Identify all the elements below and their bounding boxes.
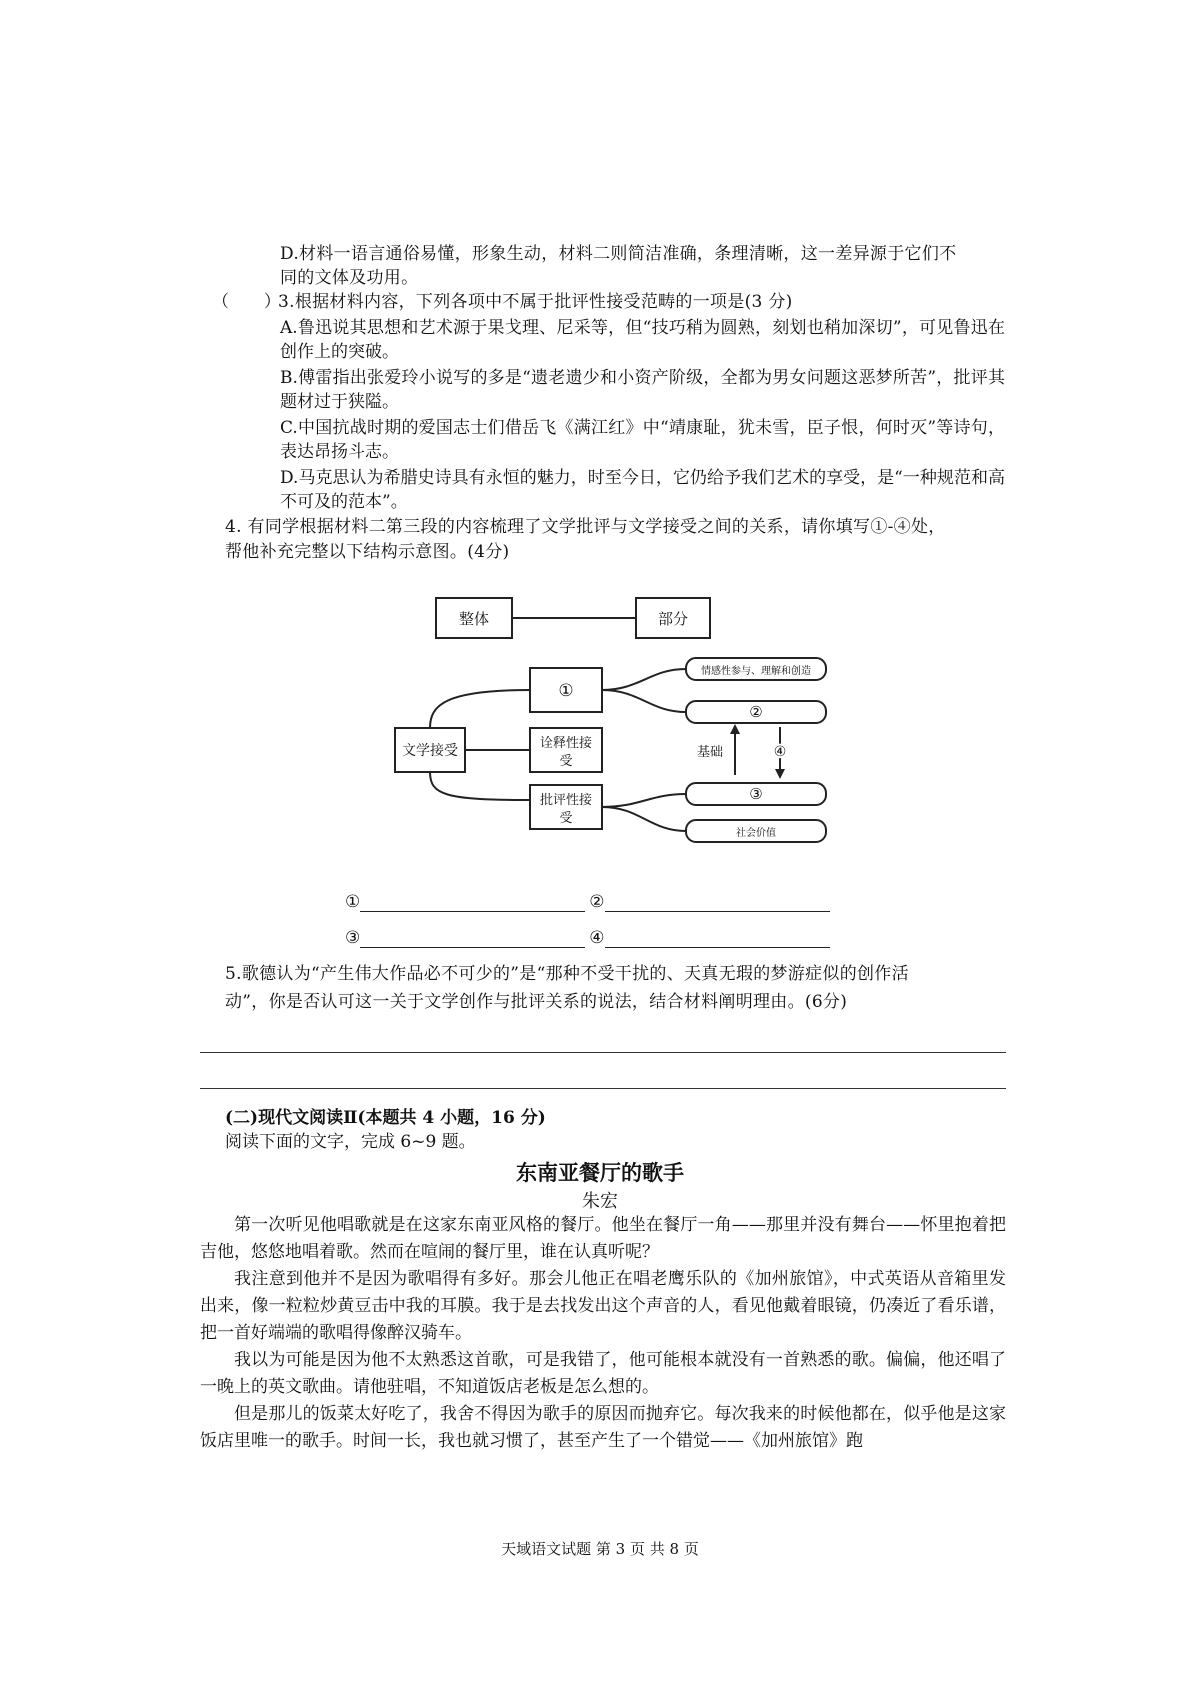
q5-stem-line1: 5.歌德认为“产生伟大作品必不可少的”是“那种不受干扰的、天真无瑕的梦游症似的创作活 bbox=[225, 964, 909, 984]
q4-blank-label-4: ④ bbox=[589, 928, 605, 948]
diagram-label-4: ④ bbox=[773, 744, 787, 760]
diagram-arrowhead-down bbox=[775, 769, 785, 779]
q4-stem-line2: 帮他补充完整以下结构示意图。(4分) bbox=[225, 542, 510, 562]
q3-option-a: A.鲁迅说其思想和艺术源于果戈理、尼采等，但“技巧稍为圆熟，刻划也稍加深切”，可见鲁迅在创作上的突破。 bbox=[280, 318, 1005, 362]
q4-blank-4[interactable] bbox=[605, 929, 830, 948]
article-paragraph-3: 我以为可能是因为他不太熟悉这首歌，可是我错了，他可能根本就没有一首熟悉的歌。偏偏，他还唱了一晚上的英文歌曲。请他驻唱，不知道饭店老板是怎么想的。 bbox=[200, 1350, 1006, 1397]
section2-heading: (二)现代文阅读Ⅱ(本题共 4 小题，16 分) bbox=[225, 1108, 546, 1128]
q3-option-b: B.傅雷指出张爱玲小说写的多是“遗老遗少和小资产阶级，全都为男女问题这恶梦所苦”，批评其题材过于狭隘。 bbox=[280, 368, 1005, 412]
q4-blank-3[interactable] bbox=[360, 929, 585, 948]
article-title: 东南亚餐厅的歌手 bbox=[516, 1160, 684, 1185]
article-paragraph-1: 第一次听见他唱歌就是在这家东南亚风格的餐厅。他坐在餐厅一角——那里并没有舞台——怀里抱着把吉他，悠悠地唱着歌。然而在喧闹的餐厅里，谁在认真听呢？ bbox=[200, 1215, 1006, 1262]
diagram-label-3: ③ bbox=[749, 785, 763, 803]
article-author: 朱宏 bbox=[582, 1191, 618, 1212]
diagram-label-basis: 基础 bbox=[696, 745, 724, 760]
diagram-label-emotional: 情感性参与、理解和创造 bbox=[701, 666, 811, 677]
diagram-curve-critical-lower bbox=[602, 807, 686, 831]
q3-option-c: C.中国抗战时期的爱国志士们借岳飞《满江红》中“靖康耻，犹未雪，臣子恨，何时灭”等诗句，表达昂扬斗志。 bbox=[280, 418, 1005, 462]
diagram-label-1: ① bbox=[558, 681, 574, 701]
diagram-label-critical-2: 受 bbox=[559, 811, 573, 826]
q2-option-d-line1: D.材料一语言通俗易懂，形象生动，材料二则简洁准确，条理清晰，这一差异源于它们不 bbox=[280, 244, 957, 264]
diagram-label-interpretive-2: 受 bbox=[559, 754, 573, 769]
diagram-label-whole: 整体 bbox=[458, 610, 490, 628]
diagram-label-interpretive-1: 诠释性接 bbox=[539, 736, 593, 751]
diagram-label-critical-1: 批评性接 bbox=[539, 793, 593, 808]
q5-answer-line-1[interactable] bbox=[200, 1052, 1006, 1053]
q5-stem-line2: 动”，你是否认可这一关于文学创作与批评关系的说法，结合材料阐明理由。(6分) bbox=[225, 992, 848, 1012]
q2-option-d-line2: 同的文体及功用。 bbox=[280, 268, 419, 288]
diagram-label-part: 部分 bbox=[657, 610, 689, 628]
q5-answer-line-2[interactable] bbox=[200, 1088, 1006, 1089]
q4-stem-line1: 4. 有同学根据材料二第三段的内容梳理了文学批评与文学接受之间的关系，请你填写①-④处， bbox=[225, 517, 946, 537]
q3-option-d: D.马克思认为希腊史诗具有永恒的魅力，时至今日，它仍给予我们艺术的享受，是“一种规范和高不可及的范本”。 bbox=[280, 468, 1005, 512]
q4-blank-row-2 bbox=[345, 928, 834, 948]
q4-blank-label-1: ① bbox=[345, 892, 361, 912]
diagram-curve-1-upper bbox=[602, 669, 686, 690]
q3-answer-parentheses[interactable]: （ ） bbox=[212, 292, 282, 312]
section2-instruction: 阅读下面的文字，完成 6~9 题。 bbox=[225, 1132, 476, 1152]
q4-blank-row-1 bbox=[345, 892, 834, 912]
q4-blank-1[interactable] bbox=[360, 893, 585, 912]
q4-blank-label-3: ③ bbox=[345, 928, 361, 948]
diagram-label-2: ② bbox=[749, 703, 763, 721]
q3-stem: 3.根据材料内容，下列各项中不属于批评性接受范畴的一项是(3 分) bbox=[278, 292, 793, 312]
diagram-branch-lower bbox=[430, 772, 530, 800]
diagram-label-literary-reception: 文学接受 bbox=[402, 743, 458, 759]
q4-blank-2[interactable] bbox=[605, 893, 830, 912]
article-paragraph-4: 但是那儿的饭菜太好吃了，我舍不得因为歌手的原因而抛弃它。每次我来的时候他都在，似乎他是这家饭店里唯一的歌手。时间一长，我也就习惯了，甚至产生了一个错觉——《加州旅馆》跑 bbox=[200, 1404, 1006, 1451]
page-footer: 天域语文试题 第 3 页 共 8 页 bbox=[501, 1540, 699, 1558]
article-paragraph-2: 我注意到他并不是因为歌唱得有多好。那会儿他正在唱老鹰乐队的《加州旅馆》，中式英语从音箱里发出来，像一粒粒炒黄豆击中我的耳膜。我于是去找发出这个声音的人，看见他戴着眼镜，仍凑近了看乐谱，把一首好端端的歌唱得像醉汉骑车。 bbox=[200, 1269, 1006, 1343]
diagram-curve-critical-upper bbox=[602, 794, 686, 807]
diagram-arrowhead-up bbox=[730, 724, 740, 734]
diagram-curve-1-lower bbox=[602, 690, 686, 712]
diagram-branch-upper bbox=[430, 690, 530, 728]
diagram-label-social-value: 社会价值 bbox=[736, 828, 776, 839]
q4-blank-label-2: ② bbox=[589, 892, 605, 912]
